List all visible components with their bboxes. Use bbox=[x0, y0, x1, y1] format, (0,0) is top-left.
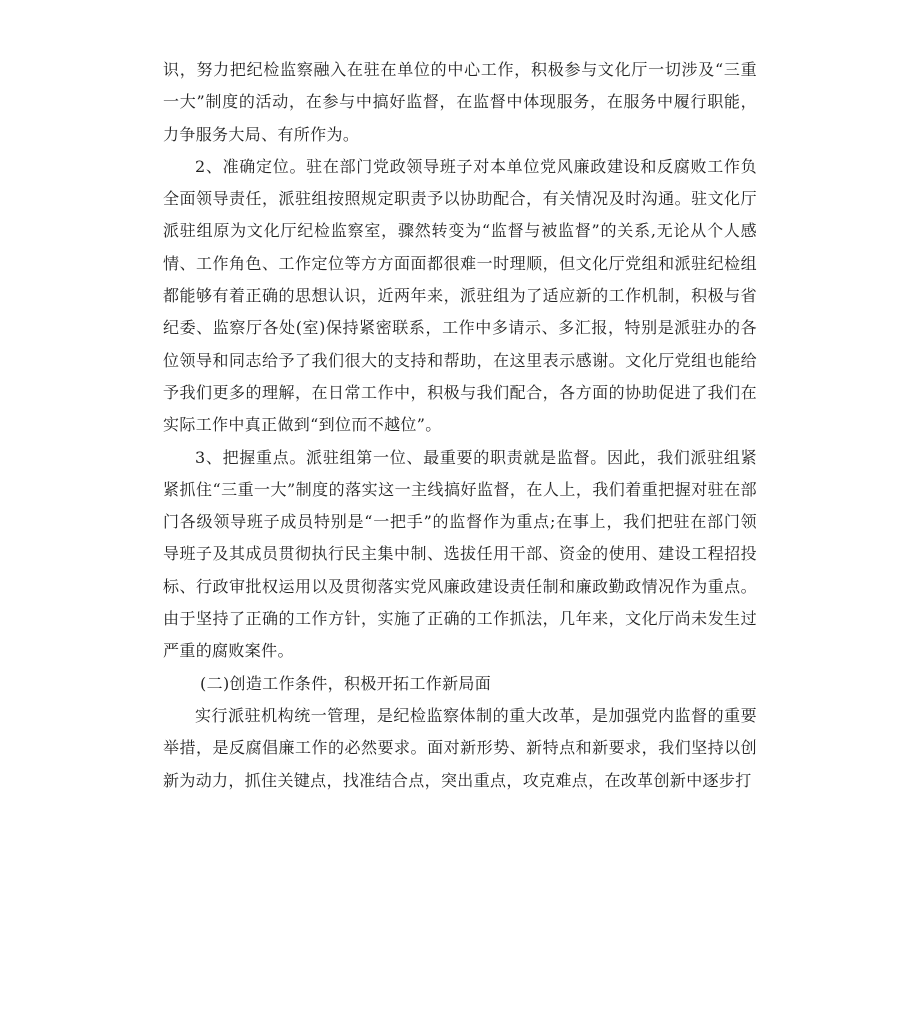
paragraph-continuation: 识，努力把纪检监察融入在驻在单位的中心工作，积极参与文化厅一切涉及“三重一大”制度的活动，在参与中搞好监督，在监督中体现服务，在服务中履行职能，力争服务大局、有所作为。 bbox=[163, 60, 757, 144]
paragraph-grasp-key-points: 3、把握重点。派驻组第一位、最重要的职责就是监督。因此，我们派驻组紧紧抓住“三重一大”制度的落实这一主线搞好监督，在人上，我们着重把握对驻在部门各级领导班子成员特别是“一把手”的监督作为重点;在事上，我们把驻在部门领导班子及其成员贯彻执行民主集中制、选拔任用干部、资金的使用、建设工程招投标、行政审批权运用以及贯彻落实党风廉政建设责任制和廉政勤政情况作为重点。由于坚持了正确的工作方针，实施了正确的工作抓法，几年来，文化厅尚未发生过严重的腐败案件。 bbox=[163, 447, 757, 661]
section-heading: (二)创造工作条件，积极开拓工作新局面 bbox=[200, 673, 492, 693]
paragraph-reform-innovation: 实行派驻机构统一管理，是纪检监察体制的重大改革，是加强党内监督的重要举措，是反腐倡廉工作的必然要求。面对新形势、新特点和新要求，我们坚持以创新为动力，抓住关键点，找准结合点，突出重点，攻克难点，在改革创新中逐步打 bbox=[163, 705, 757, 790]
paragraph-accurate-positioning: 2、准确定位。驻在部门党政领导班子对本单位党风廉政建设和反腐败工作负全面领导责任，派驻组按照规定职责予以协助配合，有关情况及时沟通。驻文化厅派驻组原为文化厅纪检监察室，骤然转变为“监督与被监督”的关系,无论从个人感情、工作角色、工作定位等方方面面都很难一时理顺，但文化厅党组和派驻纪检组都能够有着正确的思想认识，近两年来，派驻组为了适应新的工作机制，积极与省纪委、监察厅各处(室)保持紧密联系，工作中多请示、多汇报，特别是派驻办的各位领导和同志给予了我们很大的支持和帮助，在这里表示感谢。文化厅党组也能给予我们更多的理解，在日常工作中，积极与我们配合，各方面的协助促进了我们在实际工作中真正做到“到位而不越位”。 bbox=[163, 156, 757, 435]
document-body bbox=[163, 54, 757, 797]
